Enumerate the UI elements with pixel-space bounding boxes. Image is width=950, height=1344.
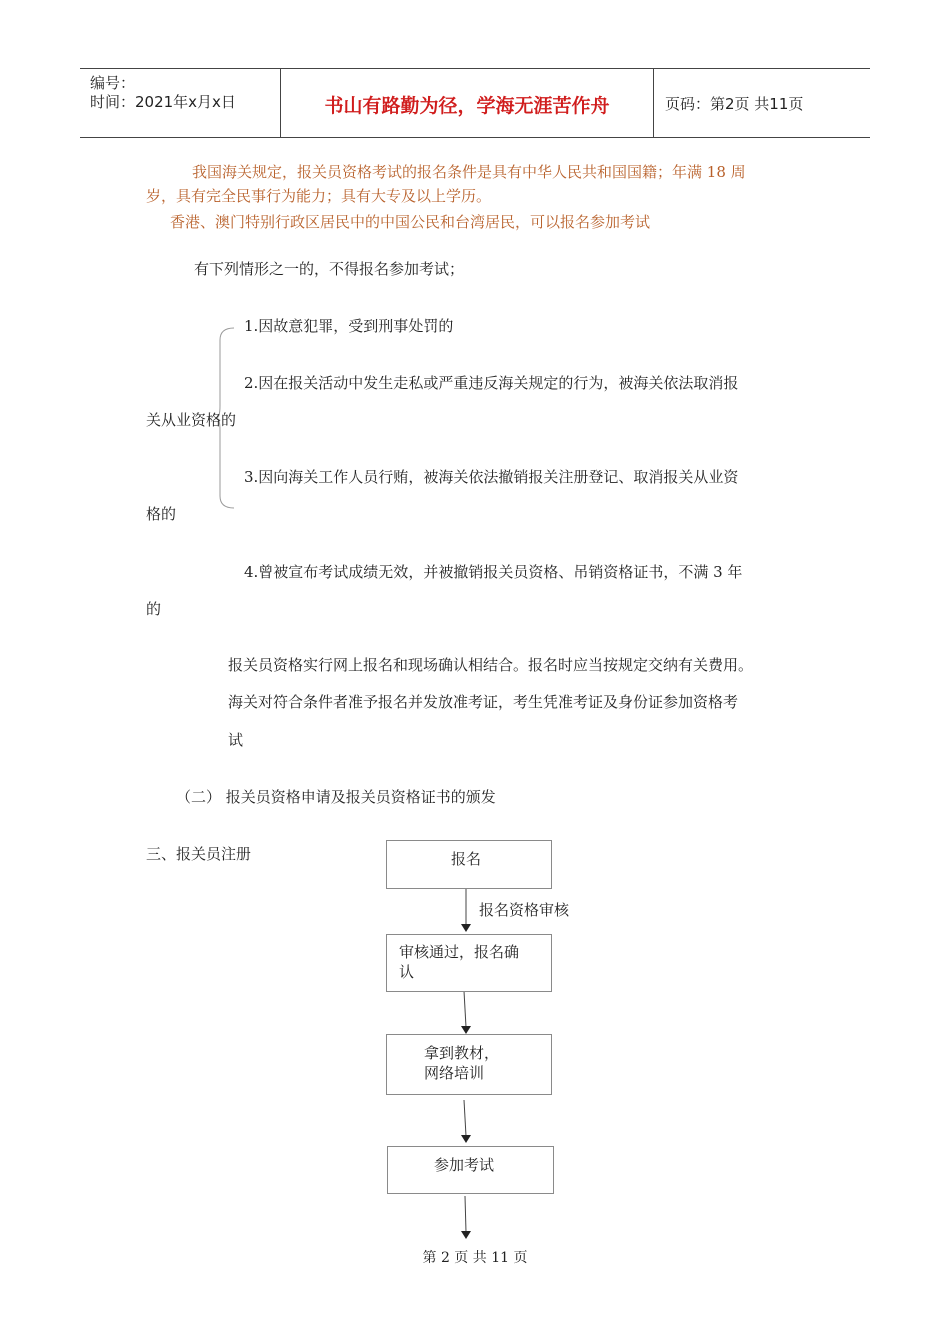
paragraph-2: 香港、澳门特别行政区居民中的中国公民和台湾居民，可以报名参加考试	[170, 213, 651, 231]
paragraph-3: 有下列情形之一的，不得报名参加考试；	[194, 260, 465, 278]
flow-step-register-label: 报名	[451, 850, 482, 868]
page-footer: 第 2 页 共 11 页	[422, 1250, 528, 1266]
paragraph-4-line-1: 报关员资格实行网上报名和现场确认相结合。报名时应当按规定交纳有关费用。	[228, 656, 754, 674]
flow-step-approved	[386, 934, 552, 992]
paragraph-4-line-2: 海关对符合条件者准予报名并发放准考证，考生凭准考证及身份证参加资格考	[228, 693, 739, 711]
time-label: 时间：2021年x月x日	[90, 93, 236, 111]
paragraph-1-line-2: 岁，具有完全民事行为能力；具有大专及以上学历。	[146, 187, 492, 205]
list-item-3-line-2: 格的	[146, 505, 177, 523]
flow-step-exam	[387, 1146, 554, 1194]
flow-step-approved-line-2: 认	[399, 963, 415, 981]
flow-step-exam-label: 参加考试	[434, 1156, 495, 1174]
list-item-2-line-1: 2.因在报关活动中发生走私或严重违反海关规定的行为，被海关依法取消报	[244, 374, 739, 392]
list-item-1: 1.因故意犯罪，受到刑事处罚的	[244, 317, 454, 335]
section-3-heading: 三、报关员注册	[146, 845, 252, 863]
flow-step-training	[386, 1034, 552, 1095]
paragraph-1-line-1: 我国海关规定，报关员资格考试的报名条件是具有中华人民共和国国籍；年满 18 周	[192, 163, 746, 181]
flow-step-training-line-1: 拿到教材，	[424, 1044, 500, 1062]
paragraph-4-line-3: 试	[228, 731, 244, 749]
list-item-4-line-2: 的	[146, 600, 162, 618]
flow-arrow-label: 报名资格审核	[479, 901, 570, 919]
list-item-4-line-1: 4.曾被宣布考试成绩无效，并被撤销报关员资格、吊销资格证书，不满 3 年	[244, 563, 743, 581]
serial-label: 编号：	[90, 74, 136, 92]
list-item-3-line-1: 3.因向海关工作人员行贿，被海关依法撤销报关注册登记、取消报关从业资	[244, 468, 739, 486]
section-2-heading: （二） 报关员资格申请及报关员资格证书的颁发	[176, 788, 496, 806]
list-item-2-line-2: 关从业资格的	[146, 411, 237, 429]
flow-step-register	[386, 840, 552, 889]
flow-step-approved-line-1: 审核通过，报名确	[399, 943, 520, 961]
flow-step-training-line-2: 网络培训	[424, 1064, 485, 1082]
header-page-label: 页码：第2页 共11页	[665, 95, 804, 113]
motto: 书山有路勤为径，学海无涯苦作舟	[324, 95, 610, 117]
